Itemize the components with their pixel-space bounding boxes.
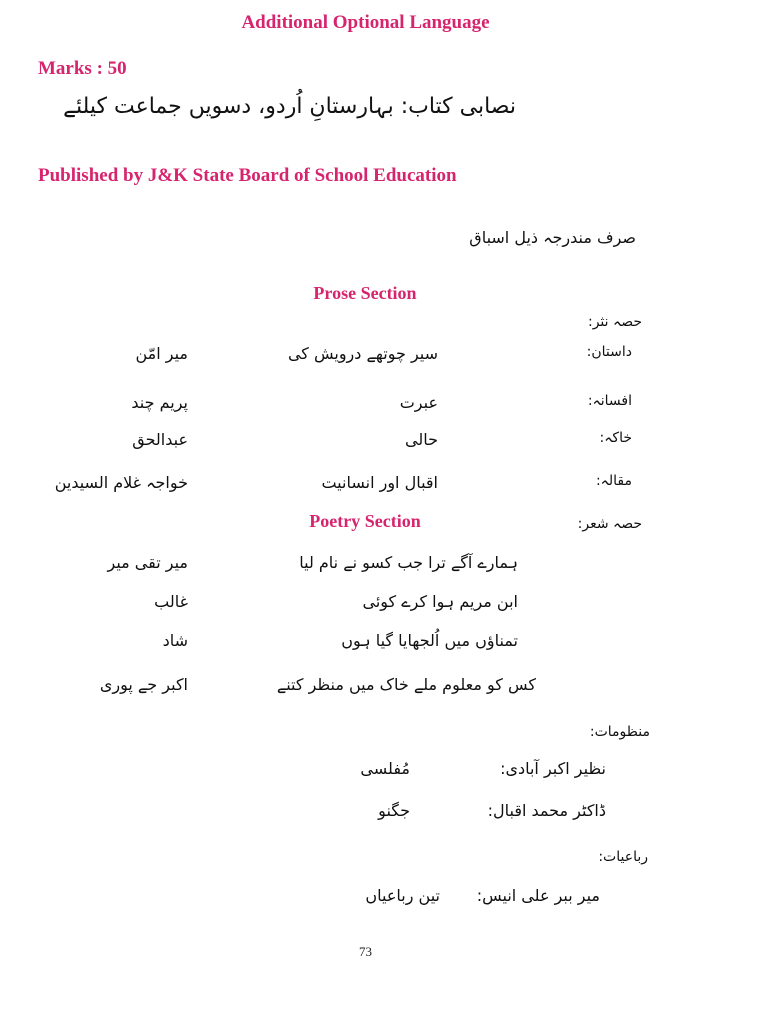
prose-title: اقبال اور انسانیت: [321, 473, 438, 492]
prose-genre: مقالہ:: [595, 473, 632, 489]
prose-label: حصہ نثر:: [587, 314, 642, 330]
poetry-section-heading: Poetry Section: [309, 511, 421, 531]
rubaiyat-label: رباعیات:: [598, 849, 648, 865]
marks-label: Marks : 50: [38, 58, 127, 79]
prose-genre: داستان:: [586, 344, 632, 360]
nazm-row: [0, 801, 764, 831]
prose-author: میر امّن: [135, 344, 188, 363]
textbook-line: نصابی کتاب: بہارستانِ اُردو، دسویں جماعت کیلئے: [63, 94, 516, 119]
prose-section-heading: Prose Section: [313, 283, 417, 303]
poetry-row: [0, 631, 764, 661]
poem-author: اکبر جے پوری: [99, 675, 188, 694]
poetry-row: [0, 675, 764, 705]
prose-title: حالی: [405, 430, 438, 449]
poem-author: غالب: [154, 592, 188, 611]
prose-title: عبرت: [399, 393, 438, 412]
publisher-line: Published by J&K State Board of School Education: [38, 165, 457, 186]
nazm-title: مُفلسی: [360, 759, 410, 778]
prose-row: [0, 430, 764, 460]
nazms-label: منظومات:: [589, 724, 650, 740]
prose-row: [0, 393, 764, 423]
page-number: 73: [359, 944, 372, 959]
poem-title: ابن مریم ہوا کرے کوئی: [362, 592, 518, 611]
poetry-label: حصہ شعر:: [577, 516, 642, 532]
poetry-row: [0, 592, 764, 622]
poetry-row: [0, 553, 764, 583]
poem-author: شاد: [162, 631, 188, 650]
nazm-row: [0, 759, 764, 789]
prose-title: سیر چوتھے درویش کی: [287, 344, 438, 363]
prose-genre: خاکہ:: [599, 430, 632, 446]
prose-author: پریم چند: [131, 393, 188, 412]
prose-genre: افسانہ:: [587, 393, 632, 409]
nazm-title: جگنو: [378, 801, 410, 820]
poem-title: ہمارے آگے ترا جب کسو نے نام لیا: [299, 553, 518, 572]
poem-title: تمناؤں میں اُلجھایا گیا ہوں: [341, 631, 518, 650]
prose-author: عبدالحق: [132, 430, 188, 449]
intro-line: صرف مندرجہ ذیل اسباق: [469, 228, 636, 247]
prose-row: [0, 473, 764, 503]
poem-title: کس کو معلوم ملے خاک میں منظر کتنے: [276, 675, 536, 694]
page-title: Additional Optional Language: [241, 12, 490, 33]
rubai-row: [0, 886, 764, 916]
poem-author: میر تقی میر: [107, 553, 188, 572]
nazm-poet: ڈاکٹر محمد اقبال:: [487, 801, 606, 820]
rubai-poet: میر ببر علی انیس:: [476, 886, 600, 905]
prose-author: خواجہ غلام السیدین: [54, 473, 188, 492]
rubai-title: تین رباعیاں: [365, 886, 440, 905]
nazm-poet: نظیر اکبر آبادی:: [500, 759, 606, 778]
prose-row: [0, 344, 764, 374]
